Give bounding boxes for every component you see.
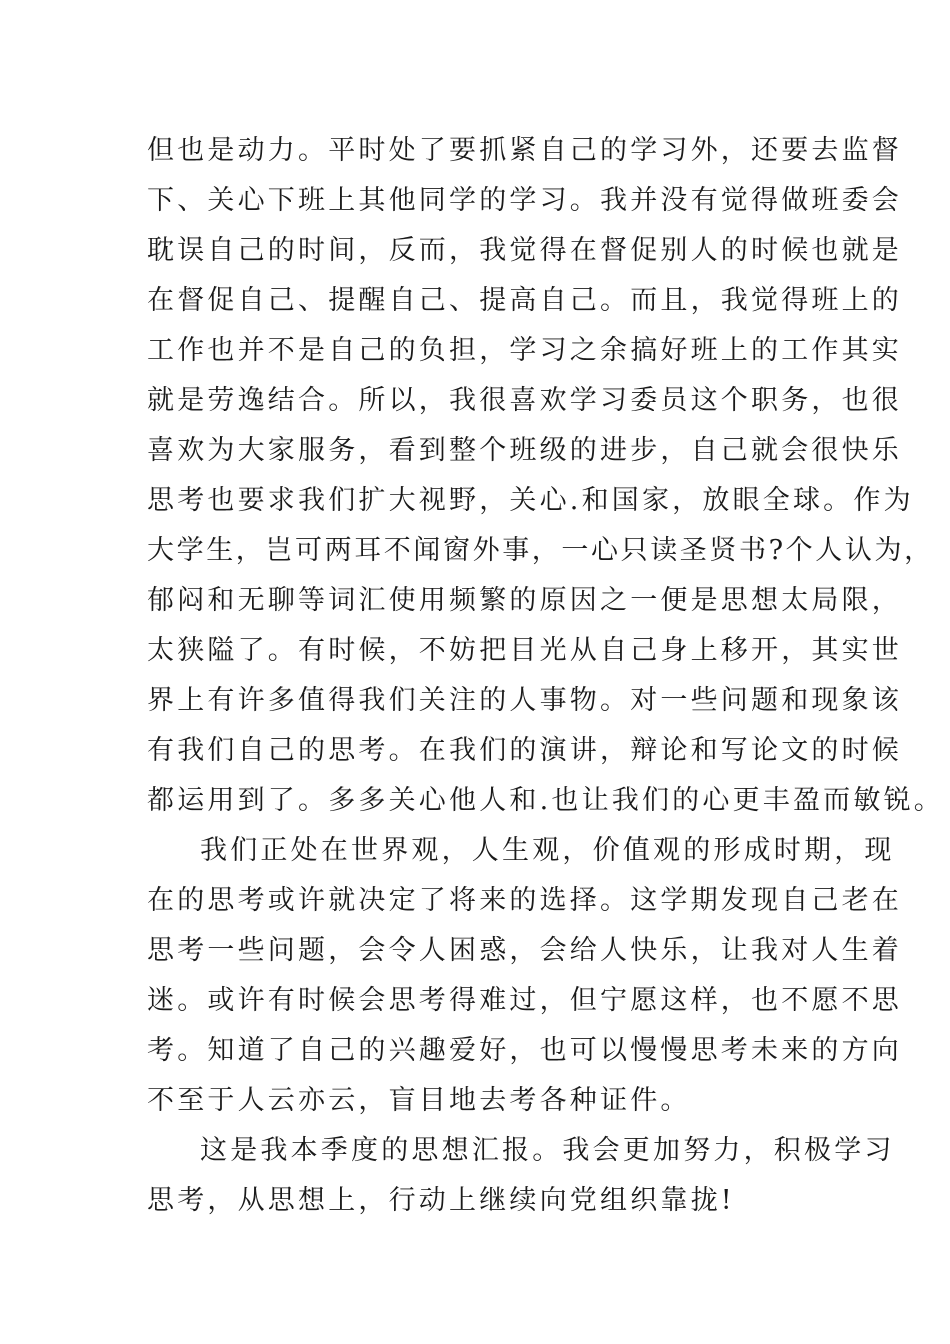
text-line: 思考一些问题，会令人困惑，会给人快乐，让我对人生着: [147, 935, 902, 966]
text-line: 在的思考或许就决定了将来的选择。这学期发现自己老在: [147, 885, 902, 916]
text-line: 思考，从思想上，行动上继续向党组织靠拢!: [147, 1185, 735, 1216]
paragraph-first-line: 这是我本季度的思想汇报。我会更加努力，积极学习: [200, 1135, 895, 1166]
text-line: 太狭隘了。有时候，不妨把目光从自己身上移开，其实世: [147, 635, 902, 666]
text-line: 工作也并不是自己的负担，学习之余搞好班上的工作其实: [147, 335, 902, 366]
text-line: 界上有许多值得我们关注的人事物。对一些问题和现象该: [147, 685, 902, 716]
text-line: 下、关心下班上其他同学的学习。我并没有觉得做班委会: [147, 185, 902, 216]
text-line: 但也是动力。平时处了要抓紧自己的学习外，还要去监督: [147, 135, 902, 166]
text-line: 都运用到了。多多关心他人和.也让我们的心更丰盈而敏锐。: [147, 785, 944, 816]
text-line: 考。知道了自己的兴趣爱好，也可以慢慢思考未来的方向: [147, 1035, 902, 1066]
text-line: 大学生，岂可两耳不闻窗外事，一心只读圣贤书?个人认为，: [147, 535, 934, 566]
text-line: 有我们自己的思考。在我们的演讲，辩论和写论文的时候: [147, 735, 902, 766]
paragraph-first-line: 我们正处在世界观，人生观，价值观的形成时期，现: [200, 835, 895, 866]
text-line: 耽误自己的时间，反而，我觉得在督促别人的时候也就是: [147, 235, 902, 266]
text-line: 就是劳逸结合。所以，我很喜欢学习委员这个职务，也很: [147, 385, 902, 416]
text-line: 思考也要求我们扩大视野，关心.和国家，放眼全球。作为: [147, 485, 914, 516]
text-line: 郁闷和无聊等词汇使用频繁的原因之一便是思想太局限，: [147, 585, 902, 616]
text-line: 喜欢为大家服务，看到整个班级的进步，自己就会很快乐: [147, 435, 902, 466]
text-line: 不至于人云亦云，盲目地去考各种证件。: [147, 1085, 691, 1116]
text-line: 在督促自己、提醒自己、提高自己。而且，我觉得班上的: [147, 285, 902, 316]
text-line: 迷。或许有时候会思考得难过，但宁愿这样，也不愿不思: [147, 985, 902, 1016]
